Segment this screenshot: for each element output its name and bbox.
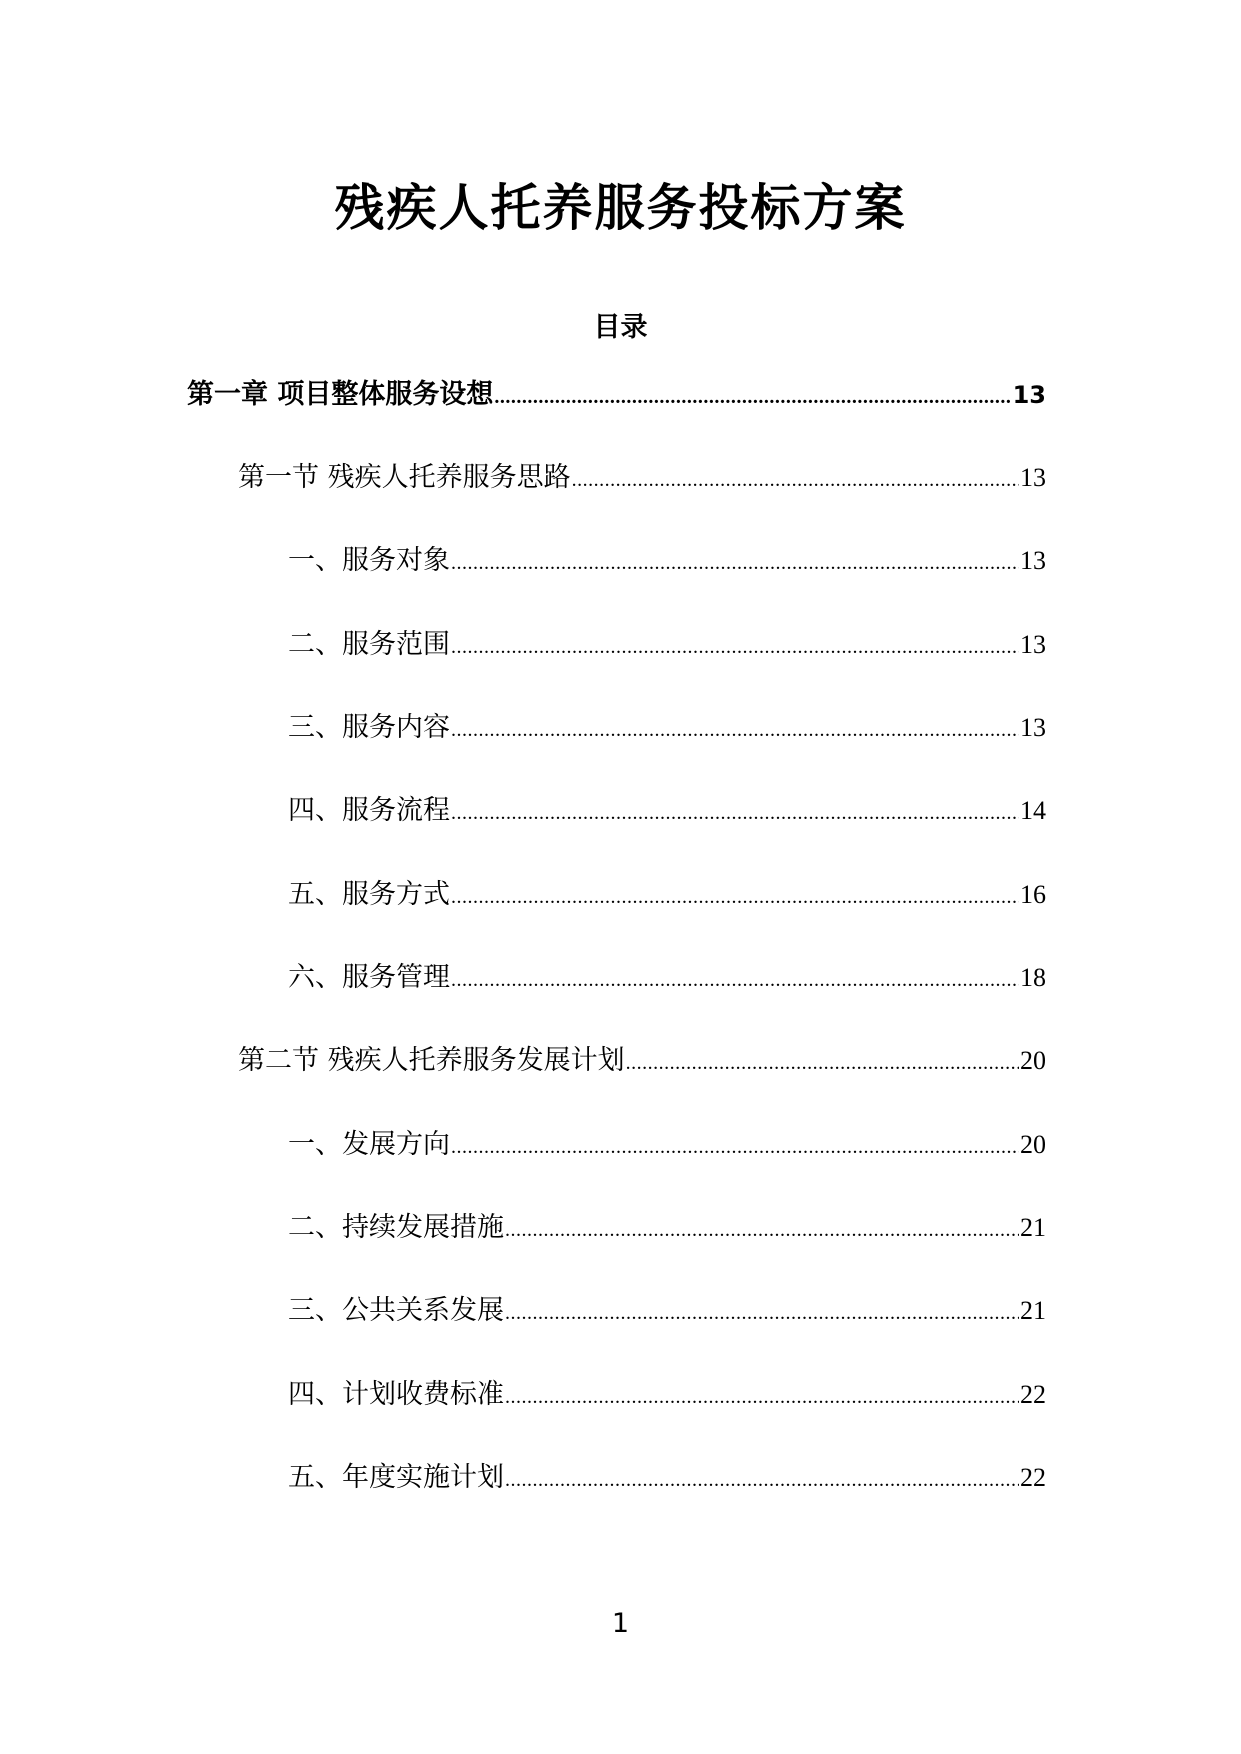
toc-entry-label: 二、持续发展措施 (288, 1212, 504, 1243)
toc-dot-leader (505, 1384, 1019, 1410)
toc-entry-chapter-1[interactable] (187, 377, 1046, 412)
toc-dot-leader (572, 467, 1019, 493)
toc-dot-leader (451, 884, 1019, 910)
toc-entry-page: 13 (1020, 463, 1046, 492)
toc-entry-item[interactable] (288, 1293, 1046, 1328)
toc-entry-page: 13 (1020, 713, 1046, 742)
toc-entry-page: 20 (1020, 1046, 1046, 1075)
toc-dot-leader (505, 1467, 1019, 1493)
toc-entry-item[interactable] (288, 710, 1046, 745)
toc-entry-page: 18 (1020, 963, 1046, 992)
toc-entry-label: 一、服务对象 (288, 545, 450, 576)
toc-entry-page: 20 (1020, 1130, 1046, 1159)
toc-dot-leader (451, 717, 1019, 743)
document-title: 残疾人托养服务投标方案 (334, 179, 907, 237)
toc-entry-label: 三、公共关系发展 (288, 1295, 504, 1326)
toc-entry-page: 16 (1020, 880, 1046, 909)
toc-entry-item[interactable] (288, 877, 1046, 912)
toc-dot-leader (451, 1134, 1019, 1160)
toc-entry-item[interactable] (288, 793, 1046, 828)
toc-dot-leader (451, 634, 1019, 660)
toc-entry-item[interactable] (288, 543, 1046, 578)
toc-entry-label: 四、服务流程 (288, 795, 450, 826)
toc-entry-label: 二、服务范围 (288, 629, 450, 660)
toc-entry-label: 五、年度实施计划 (288, 1462, 504, 1493)
toc-entry-label: 第二节 残疾人托养服务发展计划 (238, 1045, 625, 1076)
toc-entry-label: 四、计划收费标准 (288, 1379, 504, 1410)
toc-entry-page: 22 (1020, 1380, 1046, 1409)
toc-entry-page: 13 (1020, 630, 1046, 659)
toc-dot-leader (505, 1300, 1019, 1326)
toc-entry-item[interactable] (288, 1377, 1046, 1412)
toc-entry-label: 第一章 项目整体服务设想 (187, 379, 494, 410)
toc-entry-label: 五、服务方式 (288, 879, 450, 910)
toc-dot-leader (451, 550, 1019, 576)
toc-entry-page: 13 (1020, 546, 1046, 575)
toc-entry-item[interactable] (288, 627, 1046, 662)
toc-entry-page: 22 (1020, 1463, 1046, 1492)
toc-entry-item[interactable] (288, 1210, 1046, 1245)
toc-dot-leader (451, 967, 1019, 993)
toc-dot-leader (451, 800, 1019, 826)
toc-entry-label: 第一节 残疾人托养服务思路 (238, 462, 571, 493)
toc-entry-item[interactable] (288, 1460, 1046, 1495)
toc-entry-section-1[interactable] (238, 460, 1046, 495)
toc-entry-page: 13 (1012, 381, 1046, 409)
toc-entry-label: 六、服务管理 (288, 962, 450, 993)
toc-dot-leader (494, 384, 1011, 410)
toc-entry-item[interactable] (288, 1127, 1046, 1162)
toc-entry-page: 21 (1020, 1296, 1046, 1325)
toc-entry-page: 14 (1020, 796, 1046, 825)
toc-entry-item[interactable] (288, 960, 1046, 995)
toc-entry-label: 一、发展方向 (288, 1129, 450, 1160)
toc-dot-leader (505, 1217, 1019, 1243)
toc-dot-leader (626, 1050, 1019, 1076)
page-number: 1 (611, 1608, 630, 1639)
toc-entry-page: 21 (1020, 1213, 1046, 1242)
toc-heading: 目录 (593, 312, 648, 343)
toc-entry-section-2[interactable] (238, 1043, 1046, 1078)
toc-entry-label: 三、服务内容 (288, 712, 450, 743)
